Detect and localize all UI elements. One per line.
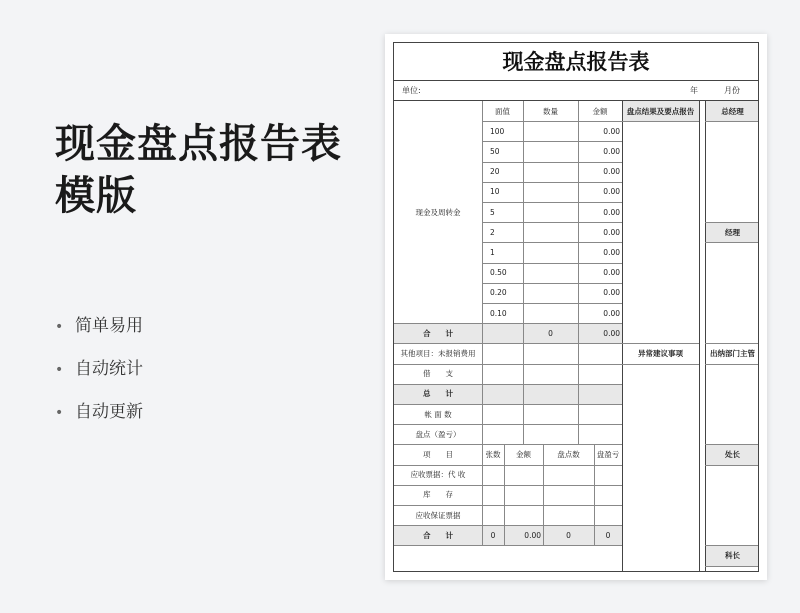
grid-line (622, 343, 699, 344)
grid-line (705, 364, 759, 365)
denomination-face: 0.10 (490, 308, 507, 318)
total-blank (523, 384, 578, 404)
grid-line (482, 303, 622, 304)
report-form (393, 42, 759, 572)
header-denomination: 面值 (495, 106, 510, 116)
bill-total-count: 0 (482, 525, 504, 545)
cash-label: 现金及周转金 (415, 207, 461, 217)
bullet-icon: • (55, 405, 64, 421)
grid-line (394, 364, 622, 365)
suggestion-label: 异常建议事项 (638, 348, 683, 358)
bill-total-amount: 0.00 (504, 525, 543, 545)
unit-row (394, 81, 758, 101)
signature-cashier-head: 出纳部门主管 (710, 348, 755, 358)
other-row-label: 盘点（盈亏） (415, 429, 461, 439)
grid-line (482, 283, 622, 284)
bill-total-check-count: 0 (543, 525, 594, 545)
signature-director: 处长 (705, 444, 759, 464)
other-row-label: 借 支 (423, 369, 453, 379)
grid-line (705, 465, 759, 466)
denomination-face: 1 (490, 247, 495, 257)
grid-line (394, 545, 622, 546)
denomination-face: 2 (490, 227, 495, 237)
denomination-face: 100 (490, 126, 505, 136)
grid-line (482, 121, 622, 122)
denomination-amount: 0.00 (603, 126, 620, 136)
grid-line (394, 505, 622, 506)
bill-total-profit-loss: 0 (594, 525, 622, 545)
feature-list (55, 312, 143, 441)
document-title: 现金盘点报告表 (394, 43, 758, 81)
subtotal-blank (482, 323, 523, 343)
grid-line (622, 364, 699, 365)
denomination-amount: 0.00 (603, 247, 620, 257)
denomination-face: 0.50 (490, 268, 507, 278)
grid-line (543, 444, 544, 545)
total-blank (578, 384, 622, 404)
grid-line (705, 121, 759, 122)
grid-line (482, 222, 622, 223)
grid-line (394, 465, 622, 466)
grid-line (705, 545, 759, 546)
denomination-amount: 0.00 (603, 187, 620, 197)
year-label: 年 (690, 86, 698, 95)
denomination-face: 5 (490, 207, 495, 217)
grid-line (578, 101, 579, 444)
grid-line (394, 444, 622, 445)
other-row-label: 其他项目：未报销费用 (400, 348, 476, 358)
document-preview[interactable] (385, 34, 767, 580)
feature-item: • 自动统计 (55, 355, 143, 398)
grid-line (482, 162, 622, 163)
subtotal-label: 合 计 (394, 323, 482, 343)
signature-manager: 经理 (705, 222, 759, 242)
grid-line (705, 101, 706, 572)
grid-line (504, 444, 505, 545)
hero-title (55, 118, 342, 222)
denomination-amount: 0.00 (603, 268, 620, 278)
grid-line (482, 101, 483, 444)
bill-header-check-count: 盘点数 (557, 449, 580, 459)
grid-line (699, 101, 700, 572)
grid-line (705, 222, 759, 223)
bill-row-label: 应收票据：代 收 (410, 470, 466, 480)
signature-section-chief: 科长 (705, 545, 759, 565)
grid-line (394, 323, 622, 324)
header-quantity: 数量 (543, 106, 558, 116)
bullet-icon: • (55, 362, 64, 378)
subtotal-amount: 0.00 (578, 323, 622, 343)
other-row-label: 总 计 (394, 384, 482, 404)
bill-row-label: 应收保证票据 (415, 510, 461, 520)
denomination-amount: 0.00 (603, 146, 620, 156)
feature-item: • 自动更新 (55, 398, 143, 441)
grid-line (622, 121, 699, 122)
denomination-amount: 0.00 (603, 227, 620, 237)
other-row-label: 帐 面 数 (424, 409, 452, 419)
grid-line (705, 242, 759, 243)
bill-header-count: 张数 (485, 449, 501, 459)
denomination-face: 0.20 (490, 288, 507, 298)
header-amount: 金额 (592, 106, 608, 116)
grid-line (705, 343, 759, 344)
bill-total-label: 合 计 (394, 525, 482, 545)
grid-line (482, 182, 622, 183)
bill-row-label: 库 存 (423, 490, 453, 500)
grid-line (622, 101, 623, 572)
grid-line (394, 485, 622, 486)
signature-general-manager: 总经理 (705, 101, 759, 121)
grid-line (482, 141, 622, 142)
bullet-icon: • (55, 319, 64, 335)
hero-title-line1: 现金盘点报告表 (55, 121, 342, 167)
unit-label: 单位: (402, 86, 421, 95)
bill-header-profit-loss: 盘盈亏 (596, 449, 620, 459)
grid-line (394, 384, 622, 385)
total-blank (482, 384, 523, 404)
grid-line (394, 404, 622, 405)
bill-header-amount: 金额 (516, 449, 531, 459)
denomination-face: 20 (490, 167, 500, 177)
hero-title-line2: 模版 (55, 173, 137, 219)
grid-line (482, 263, 622, 264)
feature-item: • 简单易用 (55, 312, 143, 355)
subtotal-quantity: 0 (523, 323, 578, 343)
grid-line (482, 444, 483, 545)
grid-line (523, 101, 524, 444)
denomination-amount: 0.00 (603, 167, 620, 177)
denomination-face: 50 (490, 146, 500, 156)
grid-line (594, 444, 595, 545)
report-label: 盘点结果及要点报告 (622, 101, 699, 121)
denomination-amount: 0.00 (603, 308, 620, 318)
grid-line (482, 202, 622, 203)
grid-line (394, 525, 622, 526)
denomination-amount: 0.00 (603, 207, 620, 217)
denomination-amount: 0.00 (603, 288, 620, 298)
month-label: 月份 (724, 86, 740, 95)
grid-line (482, 242, 622, 243)
grid-line (705, 566, 759, 567)
grid-line (394, 424, 622, 425)
denomination-face: 10 (490, 187, 500, 197)
grid-line (705, 444, 759, 445)
grid-line (394, 343, 622, 344)
bill-header-item: 项 目 (423, 449, 453, 459)
